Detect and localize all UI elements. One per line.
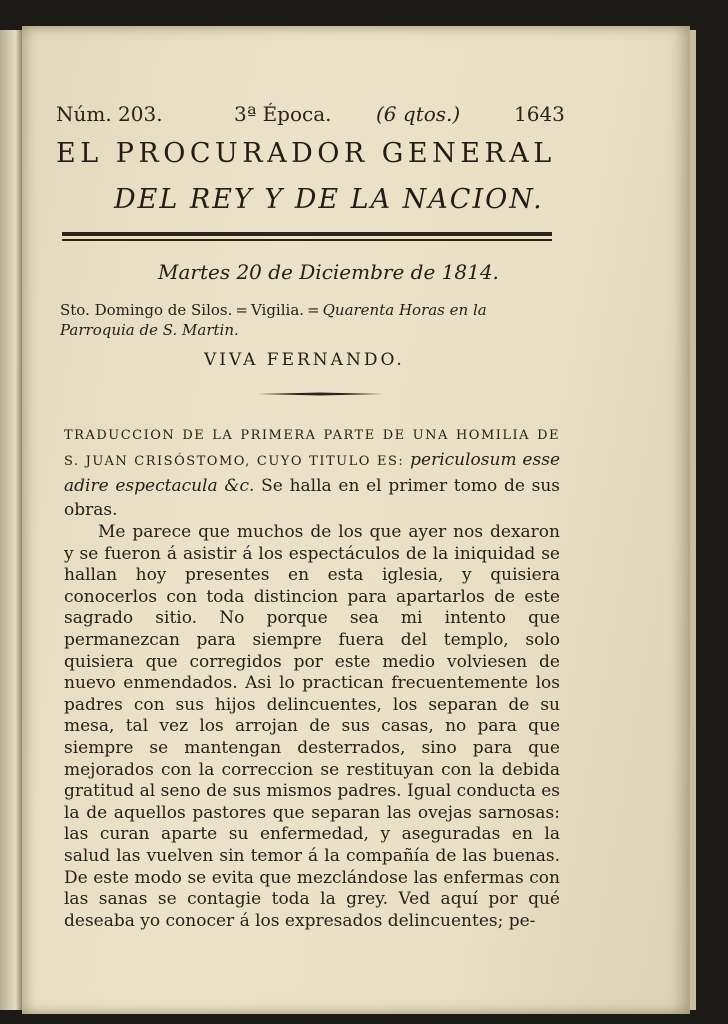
- saint-of-day: Sto. Domingo de Silos.: [60, 301, 233, 319]
- viva-fernando: VIVA FERNANDO.: [204, 350, 405, 370]
- vigil-note: Vigilia.: [250, 301, 305, 319]
- masthead-rule-thick: [62, 232, 552, 236]
- newspaper-page: [22, 26, 690, 1014]
- saints-of-day: Sto. Domingo de Silos. = Vigilia. = Quarenta Horas en la Parroquia de S. Martin.: [60, 301, 487, 339]
- issue-number: Núm. 203.: [56, 102, 163, 126]
- masthead-title: EL PROCURADOR GENERAL: [56, 138, 556, 169]
- article-body: Me parece que muchos de los que ayer nos dexaron y se fueron á asistir á los espectáculos de la iniquidad se hallan hoy presentes en esta iglesia, y quisiera conocerlos con toda distincion para apartarlos de este sagrado sitio. No porque sea mi intento que permanezcan para siempre fuera del templo, solo quisiera que corregidos por este medio volviesen de nuevo enmendados. Asi lo practican frecuentemente los padres con sus hijos delincuentes, los separan de su mesa, tal vez los arrojan de sus casas, no para que siempre se mantengan desterrados, sino para que mejorados con la correccion se restituyan con la debida gratitud al seno de sus mismos padres. Igual conducta es la de aquellos pastores que separan las ovejas sarnosas: las curan aparte su enfermedad, y aseguradas en la salud las vuelven sin temor á la compañía de las buenas. De este modo se evita que mezclándose las enfermas con las sanas se contagie toda la grey. Ved aquí por qué deseaba yo conocer á los expresados delincuentes; pe-: [64, 522, 560, 931]
- article-heading-caps: TRADUCCION DE LA PRIMERA PARTE DE UNA HOMILIA DE S. JUAN CRISÓSTOMO, CUYO TITULO ES:: [64, 428, 560, 469]
- article-heading: [64, 422, 560, 522]
- page-fore-edge: [690, 30, 696, 1010]
- masthead-rule-thin: [62, 239, 552, 241]
- epoch-label: 3ª Época.: [234, 102, 332, 126]
- forty-hours-note: Quarenta Horas en la Parroquia de S. Martin.: [60, 301, 487, 339]
- quires-label: (6 qtos.): [376, 102, 461, 126]
- masthead-subtitle: DEL REY Y DE LA NACION.: [114, 184, 544, 215]
- article-heading-latin: periculosum esse adire espectacula &c.: [64, 450, 561, 496]
- article-heading-tail: Se halla en el primer tomo de sus obras.: [64, 476, 561, 520]
- facing-page-edge: [0, 30, 22, 1010]
- issue-date: Martes 20 de Diciembre de 1814.: [158, 260, 499, 284]
- ornamental-rule: [258, 392, 382, 396]
- page-number: 1643: [514, 102, 565, 126]
